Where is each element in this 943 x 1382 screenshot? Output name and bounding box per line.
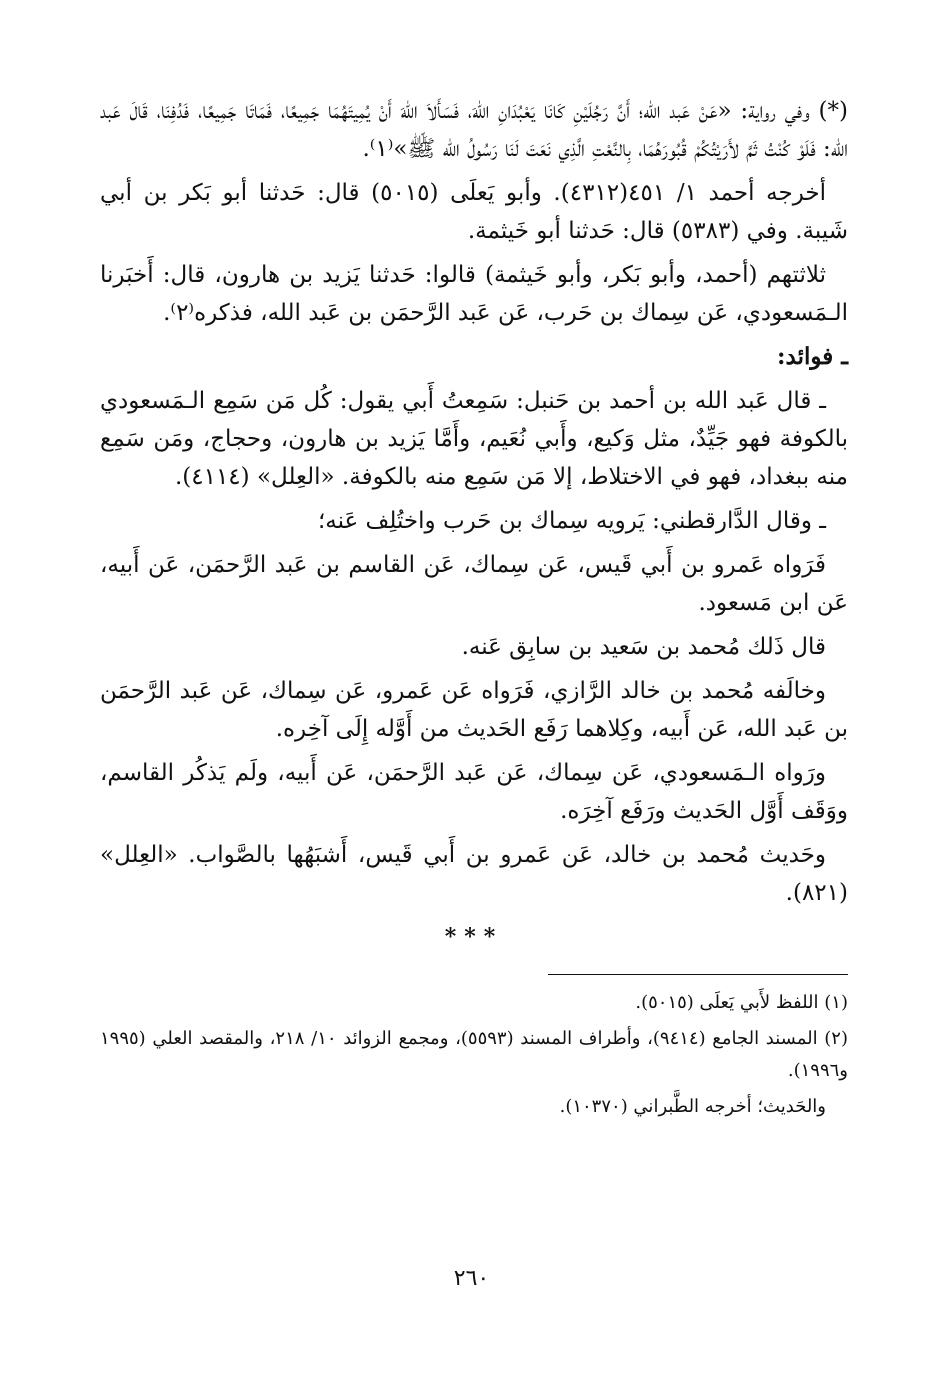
fawaid-heading: ـ فوائد: (777, 343, 848, 370)
fawaid-item: ـ وقال الدَّارقطني: يَرويه سِماك بن حَرب واختُلِف عَنه؛ (317, 508, 826, 534)
footnote-divider (548, 974, 848, 975)
fawaid-item: وحَديث مُحمد بن خالد، عَن عَمرو بن أَبي قَيس، أَشبَهُها بالصَّواب. «العِلل» (٨٢١). (100, 842, 848, 906)
isnad-paragraph: ثلاثتهم (أحمد، وأبو بَكر، وأبو خَيثمة) قالوا: حَدثنا يَزيد بن هارون، قال: أَخبَرنا الـمَسعودي، عَن سِماك بن حَرب، عَن عَبد الرَّحمَن بن عَبد الله، فذكره⁽٢⁾. (100, 262, 848, 326)
hadith-text: (*) وفي رواية: «عَنْ عَبد الله؛ أَنَّ رَجُلَيْنِ كَانَا يَعْبُدَانِ اللهَ، فَسَأَلاَ اللهَ أَنْ يُمِيتَهُمَا جَمِيعًا، فَمَاتَا جَمِيعًا، فَدُفِنَا، قَالَ عَبد الله: فَلَوْ كُنْتُ ثَمَّ لأَرَيْتُكُمْ قُبُورَهُمَا، بِالنَّعْتِ الَّذِي نَعَتَ لَنَا رَسُولُ الله ﷺ»⁽١⁾. (100, 98, 848, 162)
fawaid-item: قال ذَلك مُحمد بن سَعيد بن سابِق عَنه. (461, 634, 826, 660)
footnote-2-continued: والحَديث؛ أخرجه الطَّبراني (١٠٣٧٠). (559, 1096, 826, 1117)
page-number: ٢٦٠ (453, 1266, 490, 1291)
section-separator: *** (444, 924, 504, 950)
fawaid-item: ورَواه الـمَسعودي، عَن سِماك، عَن عَبد الرَّحمَن، عَن أَبيه، ولَم يَذكُر القاسم، ووَقَف أَوَّل الحَديث ورَفَع آخِرَه. (100, 760, 848, 824)
fawaid-item: وخالَفه مُحمد بن خالد الرَّازي، فَرَواه عَن عَمرو، عَن سِماك، عَن عَبد الرَّحمَن بن عَبد الله، عَن أَبيه، وكِلاهما رَفَع الحَديث من أَوَّله إِلَى آخِره. (100, 678, 848, 742)
fawaid-item: فَرَواه عَمرو بن أَبي قَيس، عَن سِماك، عَن القاسم بن عَبد الرَّحمَن، عَن أَبيه، عَن ابن مَسعود. (100, 552, 848, 616)
fawaid-item: ـ قال عَبد الله بن أحمد بن حَنبل: سَمِعتُ أَبي يقول: كُل مَن سَمِع الـمَسعودي بالكوفة فهو جَيِّدٌ، مثل وَكيع، وأَبي نُعَيم، وأَمَّا يَزيد بن هارون، وحجاج، ومَن سَمِع منه ببغداد، فهو في الاختلاط، إلا مَن سَمِع منه بالكوفة. «العِلل» (٤١١٤). (100, 388, 848, 490)
page-body (100, 92, 848, 1127)
footnotes (100, 987, 848, 1123)
footnote-2: (٢) المسند الجامع (٩٤١٤)، وأطراف المسند (٥٥٩٣)، ومجمع الزوائد ١٠/ ٢١٨، والمقصد العلي (١٩٩٥ و١٩٩٦). (100, 1028, 848, 1081)
footnote-1: (١) اللفظ لأَبي يَعلَى (٥٠١٥). (635, 992, 848, 1013)
takhrij-paragraph: أخرجه أحمد ١/ ٤٥١(٤٣١٢). وأبو يَعلَى (٥٠١٥) قال: حَدثنا أبو بَكر بن أبي شَيبة. وفي (٥٣٨٣) قال: حَدثنا أبو خَيثمة. (100, 180, 848, 244)
